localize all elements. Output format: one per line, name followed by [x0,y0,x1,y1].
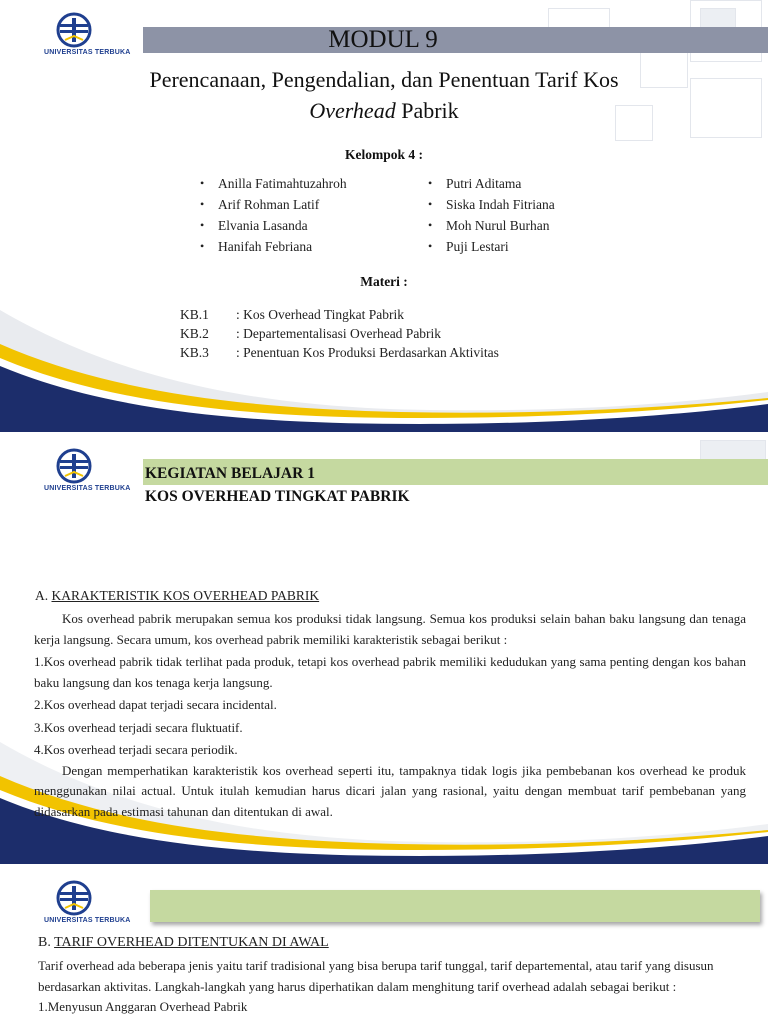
materi-label: Materi : [360,274,408,289]
characteristic-item: 1.Kos overhead pabrik tidak terlihat pada produk, tetapi kos overhead pabrik memiliki kedudukan yang sama penting dengan kos bahan baku langsung dan kos tenaga kerja langsung. [34,654,746,690]
members-list-left [200,173,347,257]
university-logo-text: UNIVERSITAS TERBUKA [44,917,131,924]
kb-text: : Kos Overhead Tingkat Pabrik [236,307,404,322]
intro-paragraph: Tarif overhead ada beberapa jenis yaitu tarif tradisional yang bisa berupa tarif tunggal, tarif departemental, atau tarif yang disusun berdasarkan aktivitas. Langkah-langkah yang harus diperhatikan dalam menghitung tarif overhead adalah sebagai berikut : [38,958,714,994]
content-slide-2 [0,864,768,1024]
member-item: • Putri Aditama [428,173,555,194]
characteristics-list [34,652,746,761]
member-item: • Arif Rohman Latif [200,194,347,215]
section-title: TARIF OVERHEAD DITENTUKAN DI AWAL [54,935,329,950]
university-logo-icon [51,448,97,484]
content-slide-1 [0,432,768,864]
section-letter: B. [38,935,55,950]
step-1: 1.Menyusun Anggaran Overhead Pabrik [38,999,248,1014]
member-item: • Hanifah Febriana [200,236,347,257]
section-b-body [38,956,764,1018]
section-letter: A. [35,588,52,603]
module-subtitle [0,64,768,126]
lesson-heading: KEGIATAN BELAJAR 1 [145,465,315,482]
slide-separator [0,864,768,870]
kb-code: KB.1 [180,307,209,322]
member-item: • Moh Nurul Burhan [428,215,555,236]
kb-text: : Penentuan Kos Produksi Berdasarkan Aktivitas [236,345,499,360]
heading-band [150,890,760,922]
section-a-heading [35,588,319,604]
title-slide [0,0,768,432]
decorative-wave [0,300,768,432]
member-item: • Anilla Fatimahtuzahroh [200,173,347,194]
module-title: MODUL 9 [328,26,438,53]
characteristic-item: 3.Kos overhead terjadi secara fluktuatif. [34,719,243,735]
subtitle-end: Pabrik [395,98,459,123]
member-item: • Elvania Lasanda [200,215,347,236]
section-a-body [34,609,746,822]
section-b-heading [38,935,329,951]
lesson-subheading: KOS OVERHEAD TINGKAT PABRIK [145,488,410,505]
characteristic-item: 4.Kos overhead terjadi secara periodik. [34,742,238,757]
kb-code: KB.2 [180,326,209,341]
characteristic-item: 2.Kos overhead dapat terjadi secara incidental. [34,697,277,712]
intro-paragraph: Kos overhead pabrik merupakan semua kos produksi tidak langsung. Semua kos produksi selain bahan baku langsung dan tenaga kerja langsung. Secara umum, kos overhead pabrik memiliki karakteristik sebagai berikut : [34,611,746,647]
subtitle-line-1: Perencanaan, Pengendalian, dan Penentuan Tarif Kos [149,67,619,92]
university-logo-icon [51,12,97,48]
kb-text: : Departementalisasi Overhead Pabrik [236,326,442,341]
subtitle-italic: Overhead [309,98,396,123]
section-title: KARAKTERISTIK KOS OVERHEAD PABRIK [51,588,320,603]
university-logo-text: UNIVERSITAS TERBUKA [44,485,131,492]
kb-code: KB.3 [180,345,209,360]
university-logo-text: UNIVERSITAS TERBUKA [44,49,131,56]
university-logo-icon [51,880,97,916]
members-list-right [428,173,555,257]
slide-separator [0,432,768,438]
member-item: • Siska Indah Fitriana [428,194,555,215]
group-label: Kelompok 4 : [344,147,423,162]
member-item: • Puji Lestari [428,236,555,257]
closing-paragraph: Dengan memperhatikan karakteristik kos overhead seperti itu, tampaknya tidak logis jika pembebanan kos overhead ke produk menggunakan nilai actual. Untuk itulah kemudian harus dicari jalan yang rasional, yaitu dengan membuat tarif pembebanan yang didasarkan pada estimasi tahunan dan ditentukan di awal. [34,762,746,819]
